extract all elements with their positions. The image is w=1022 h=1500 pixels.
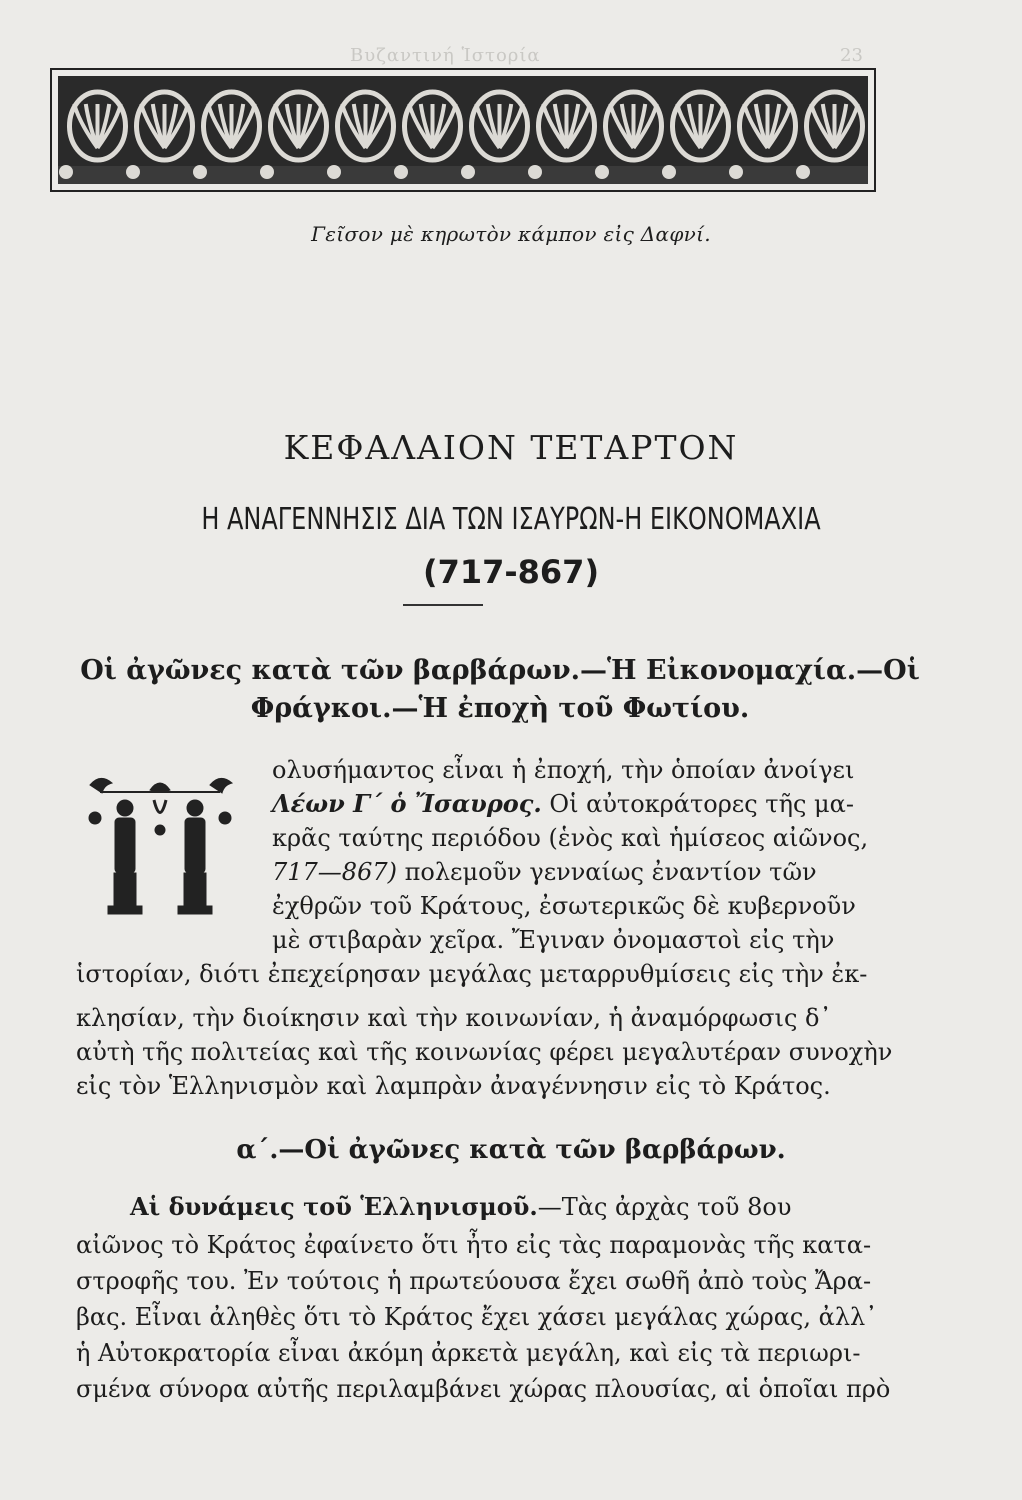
frieze-dot [796,165,810,179]
running-title: Βυζαντινή Ἱστορία [350,45,541,66]
divider-rule [403,604,483,606]
section-a-title: α΄.—Οἱ ἀγῶνες κατὰ τῶν βαρβάρων. [236,1135,786,1165]
text-line [272,789,854,819]
text-span: Οἱ αὐτοκράτορες τῆς μα- [549,790,854,818]
summary-line-1: Οἱ ἀγῶνες κατὰ τῶν βαρβάρων.—Ἡ Εἰκονομαχία.—Οἱ [80,655,920,686]
text-line: ἡ Αὐτοκρατορία εἶναι ἀκόμη ἀρκετὰ μεγάλη, καὶ εἰς τὰ περιωρι- [76,1339,861,1367]
text-line [272,857,817,887]
frieze-dot [193,165,207,179]
years-span: 717—867) [272,858,397,886]
frieze-dot [595,165,609,179]
paragraph-heading: Αἱ δυνάμεις τοῦ Ἑλληνισμοῦ. [130,1192,538,1221]
text-line: ἱστορίαν, διότι ἐπεχείρησαν μεγάλας μεταρρυθμίσεις εἰς τὴν ἐκ- [76,960,868,988]
text-line: ολυσήμαντος εἶναι ἡ ἐποχή, τὴν ὁποίαν ἀνοίγει [272,756,855,784]
text-line: στροφῆς του. Ἐν τούτοις ἡ πρωτεύουσα ἔχει σωθῆ ἀπὸ τοὺς Ἄρα- [76,1267,872,1295]
text-line: μὲ στιβαρὰν χεῖρα. Ἔγιναν ὀνομαστοὶ εἰς τὴν [272,926,835,954]
text-line [130,1192,791,1222]
text-line: ἐχθρῶν τοῦ Κράτους, ἐσωτερικῶς δὲ κυβερνοῦν [272,892,856,920]
chapter-title: ΚΕΦΑΛΑΙΟΝ ΤΕΤΑΡΤΟΝ [283,428,739,467]
frieze-dot [59,165,73,179]
chapter-summary [60,652,940,728]
figure-caption: Γεῖσον μὲ κηρωτὸν κάμπον εἰς Δαφνί. [311,222,711,246]
text-line: αὐτὴ τῆς πολιτείας καὶ τῆς κοινωνίας φέρει μεγαλυτέραν συνοχὴν [76,1038,893,1066]
frieze-dot [394,165,408,179]
chapter-years: (717-867) [422,553,600,591]
frieze-dot [461,165,475,179]
frieze-dot [327,165,341,179]
text-line: εἰς τὸν Ἑλληνισμὸν καὶ λαμπρὰν ἀναγέννησιν εἰς τὸ Κράτος. [76,1072,831,1100]
text-line: κρᾶς ταύτης περιόδου (ἑνὸς καὶ ἡμίσεος αἰῶνος, [272,824,869,852]
text-line: σμένα σύνορα αὐτῆς περιλαμβάνει χώρας πλουσίας, αἱ ὁποῖαι πρὸ [76,1375,891,1403]
frieze-dot [729,165,743,179]
chapter-subtitle: Η ΑΝΑΓΕΝΝΗΣΙΣ ΔΙΑ ΤΩΝ ΙΣΑΥΡΩΝ-Η ΕΙΚΟΝΟΜΑΧΙΑ [201,502,821,537]
text-line: αἰῶνος τὸ Κράτος ἐφαίνετο ὅτι ἦτο εἰς τὰς παραμονὰς τῆς κατα- [76,1231,872,1259]
frieze-dot [662,165,676,179]
page-number: 23 [840,45,863,66]
frieze-dot [126,165,140,179]
frieze-dot [260,165,274,179]
frieze-dot [528,165,542,179]
ornamental-frieze-illustration [50,68,876,192]
text-line: βας. Εἶναι ἀληθὲς ὅτι τὸ Κράτος ἔχει χάσει μεγάλας χώρας, ἀλλ᾽ [76,1303,878,1331]
emperor-name: Λέων Γ΄ ὁ Ἴσαυρος. [272,789,542,818]
summary-line-2: Φράγκοι.—Ἡ ἐποχὴ τοῦ Φωτίου. [250,693,750,724]
two-figures-initial-illustration [70,770,250,920]
text-line: κλησίαν, τὴν διοίκησιν καὶ τὴν κοινωνίαν, ἡ ἀναμόρφωσις δ᾽ [76,1004,832,1032]
text-span: πολεμοῦν γενναίως ἐναντίον τῶν [404,858,817,886]
text-span: —Τὰς ἀρχὰς τοῦ 8ου [537,1193,792,1221]
